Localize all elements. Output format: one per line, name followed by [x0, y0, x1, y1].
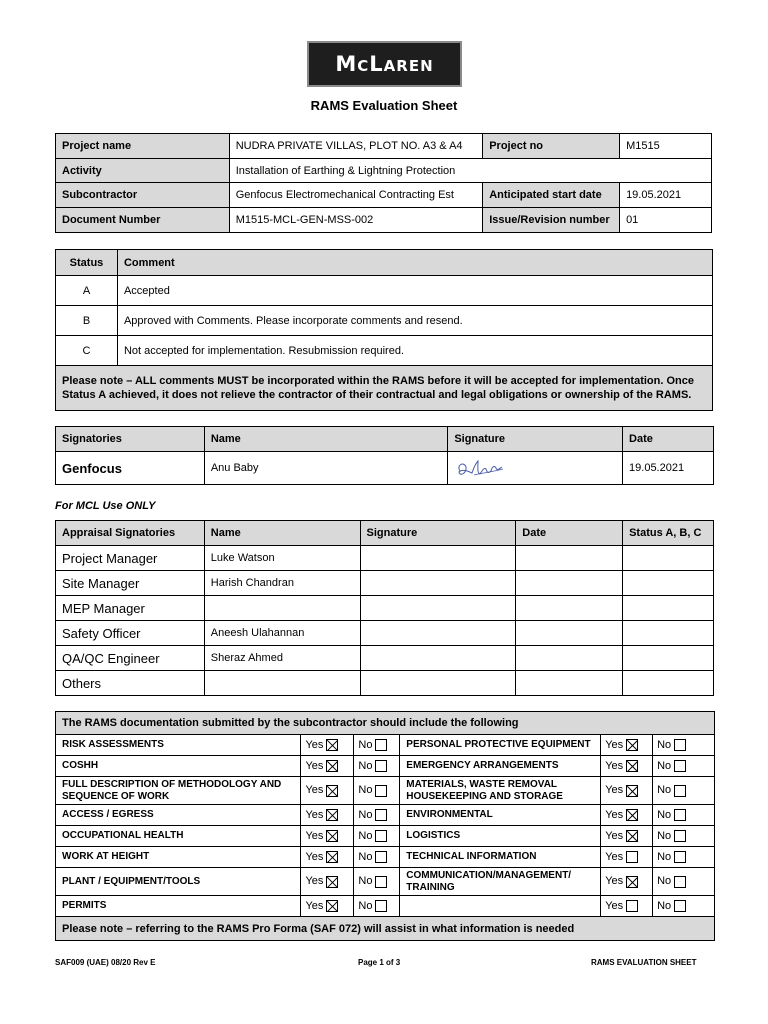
start-date-value: 19.05.2021 — [620, 183, 712, 208]
checked-box-icon[interactable] — [326, 876, 338, 888]
yes-cell — [601, 847, 653, 868]
yes-cell — [301, 868, 354, 896]
empty-checkbox-icon[interactable] — [674, 900, 686, 912]
signatory-date: 19.05.2021 — [623, 452, 714, 485]
no-label: No — [657, 875, 672, 888]
empty-checkbox-icon[interactable] — [375, 851, 387, 863]
project-no-label: Project no — [483, 134, 620, 159]
project-info-table — [55, 133, 712, 233]
yes-label: Yes — [305, 829, 324, 842]
project-name-value: NUDRA PRIVATE VILLAS, PLOT NO. A3 & A4 — [229, 134, 483, 159]
checklist-item-left: FULL DESCRIPTION OF METHODOLOGY AND SEQUENCE OF WORK — [56, 777, 301, 805]
appraisal-name — [204, 671, 360, 696]
yes-cell — [301, 735, 354, 756]
yes-cell — [301, 777, 354, 805]
signatories-header: Signatories — [56, 427, 205, 452]
checklist-item-right: MATERIALS, WASTE REMOVAL HOUSEKEEPING AND STORAGE — [400, 777, 601, 805]
table-row — [56, 671, 714, 696]
appraisal-table — [55, 520, 714, 696]
status-header: Status — [56, 250, 118, 276]
checked-box-icon[interactable] — [626, 739, 638, 751]
yes-label: Yes — [605, 784, 624, 797]
no-cell — [354, 805, 400, 826]
yes-label: Yes — [605, 829, 624, 842]
checklist-item-right: TECHNICAL INFORMATION — [400, 847, 601, 868]
name-header: Name — [204, 427, 448, 452]
appraisal-date-header: Date — [516, 521, 623, 546]
appraisal-name: Harish Chandran — [204, 571, 360, 596]
handwritten-signature-icon — [454, 455, 506, 481]
appraisal-role: Others — [56, 671, 205, 696]
appraisal-signature — [360, 671, 516, 696]
checklist-item-right: COMMUNICATION/MANAGEMENT/ TRAINING — [400, 868, 601, 896]
yes-cell — [601, 868, 653, 896]
appraisal-role: Site Manager — [56, 571, 205, 596]
no-cell — [354, 847, 400, 868]
no-label: No — [657, 899, 672, 912]
checklist-item-left: COSHH — [56, 756, 301, 777]
no-label: No — [657, 829, 672, 842]
appraisal-status — [623, 646, 714, 671]
subcontractor-label: Subcontractor — [56, 183, 230, 208]
yes-label: Yes — [305, 850, 324, 863]
appraisal-role: QA/QC Engineer — [56, 646, 205, 671]
table-row — [56, 826, 715, 847]
document-number-label: Document Number — [56, 208, 230, 233]
footer-page-number: Page 1 of 3 — [358, 958, 401, 967]
table-row — [56, 735, 715, 756]
appraisal-signature — [360, 621, 516, 646]
no-cell — [653, 805, 715, 826]
appraisal-date — [516, 646, 623, 671]
appraisal-status — [623, 671, 714, 696]
yes-label: Yes — [305, 808, 324, 821]
status-b-comment: Approved with Comments. Please incorporate comments and resend. — [117, 306, 712, 336]
checked-box-icon[interactable] — [626, 760, 638, 772]
yes-cell — [301, 805, 354, 826]
no-cell — [354, 826, 400, 847]
no-label: No — [657, 784, 672, 797]
appraisal-name-header: Name — [204, 521, 360, 546]
checked-box-icon[interactable] — [626, 785, 638, 797]
no-label: No — [358, 875, 373, 888]
yes-label: Yes — [305, 875, 324, 888]
empty-checkbox-icon[interactable] — [375, 809, 387, 821]
no-label: No — [358, 759, 373, 772]
appraisal-status — [623, 596, 714, 621]
appraisal-name: Sheraz Ahmed — [204, 646, 360, 671]
no-label: No — [358, 829, 373, 842]
no-cell — [653, 826, 715, 847]
empty-checkbox-icon[interactable] — [674, 830, 686, 842]
table-row — [56, 596, 714, 621]
no-cell — [354, 868, 400, 896]
no-cell — [653, 777, 715, 805]
no-label: No — [358, 850, 373, 863]
revision-value: 01 — [620, 208, 712, 233]
appraisal-name: Luke Watson — [204, 546, 360, 571]
checked-box-icon[interactable] — [326, 809, 338, 821]
checked-box-icon[interactable] — [626, 830, 638, 842]
status-c: C — [56, 336, 118, 366]
checked-box-icon[interactable] — [326, 830, 338, 842]
yes-cell — [601, 805, 653, 826]
checklist-footer-note: Please note – referring to the RAMS Pro Forma (SAF 072) will assist in what information is needed — [56, 917, 715, 941]
revision-label: Issue/Revision number — [483, 208, 620, 233]
yes-label: Yes — [605, 759, 624, 772]
status-c-comment: Not accepted for implementation. Resubmission required. — [117, 336, 712, 366]
yes-cell — [601, 756, 653, 777]
checked-box-icon[interactable] — [626, 809, 638, 821]
footer-sheet-title: RAMS EVALUATION SHEET — [591, 958, 697, 967]
mcl-use-only-note: For MCL Use ONLY — [55, 500, 156, 512]
yes-label: Yes — [605, 850, 624, 863]
appraisal-role: MEP Manager — [56, 596, 205, 621]
yes-label: Yes — [605, 738, 624, 751]
empty-checkbox-icon[interactable] — [375, 785, 387, 797]
activity-value: Installation of Earthing & Lightning Protection — [229, 159, 711, 183]
subcontractor-value: Genfocus Electromechanical Contracting Est — [229, 183, 483, 208]
appraisal-status-header: Status A, B, C — [623, 521, 714, 546]
empty-checkbox-icon[interactable] — [375, 760, 387, 772]
document-number-value: M1515-MCL-GEN-MSS-002 — [229, 208, 483, 233]
status-table — [55, 249, 713, 411]
checked-box-icon[interactable] — [326, 760, 338, 772]
yes-cell — [301, 826, 354, 847]
appraisal-status — [623, 621, 714, 646]
table-row — [56, 805, 715, 826]
checklist-item-left: WORK AT HEIGHT — [56, 847, 301, 868]
comment-header: Comment — [117, 250, 712, 276]
appraisal-signature — [360, 646, 516, 671]
empty-checkbox-icon[interactable] — [375, 830, 387, 842]
no-cell — [354, 777, 400, 805]
checklist-item-left: PLANT / EQUIPMENT/TOOLS — [56, 868, 301, 896]
appraisal-date — [516, 671, 623, 696]
status-a-comment: Accepted — [117, 276, 712, 306]
project-no-value: M1515 — [620, 134, 712, 159]
table-row — [56, 756, 715, 777]
footer-form-code: SAF009 (UAE) 08/20 Rev E — [55, 958, 156, 967]
no-cell — [354, 896, 400, 917]
no-cell — [653, 735, 715, 756]
mclaren-logo: McLaren — [307, 41, 462, 87]
empty-checkbox-icon[interactable] — [674, 760, 686, 772]
table-row — [56, 847, 715, 868]
no-label: No — [657, 808, 672, 821]
checklist-item-right: PERSONAL PROTECTIVE EQUIPMENT — [400, 735, 601, 756]
no-cell — [653, 868, 715, 896]
yes-cell — [601, 896, 653, 917]
status-b: B — [56, 306, 118, 336]
checklist-item-right: EMERGENCY ARRANGEMENTS — [400, 756, 601, 777]
table-row — [56, 571, 714, 596]
no-cell — [653, 756, 715, 777]
appraisal-date — [516, 596, 623, 621]
rams-checklist-table — [55, 711, 715, 941]
checklist-item-left: PERMITS — [56, 896, 301, 917]
empty-checkbox-icon[interactable] — [626, 900, 638, 912]
status-note: Please note – ALL comments MUST be incorporated within the RAMS before it will be accepted for implementation. Once Status A achieved, it does not relieve the contractor of their contractual and legal obligations or ownership of the RAMS. — [56, 366, 713, 411]
project-name-label: Project name — [56, 134, 230, 159]
checklist-item-right: LOGISTICS — [400, 826, 601, 847]
appraisal-role: Safety Officer — [56, 621, 205, 646]
appraisal-status — [623, 546, 714, 571]
no-label: No — [657, 850, 672, 863]
yes-cell — [301, 896, 354, 917]
no-label: No — [358, 738, 373, 751]
appraisal-signature — [360, 571, 516, 596]
empty-checkbox-icon[interactable] — [375, 876, 387, 888]
table-row — [56, 621, 714, 646]
appraisal-date — [516, 571, 623, 596]
yes-label: Yes — [305, 899, 324, 912]
appraisal-signature — [360, 596, 516, 621]
checked-box-icon[interactable] — [326, 900, 338, 912]
checklist-header: The RAMS documentation submitted by the subcontractor should include the following — [56, 712, 715, 735]
date-header: Date — [623, 427, 714, 452]
yes-cell — [601, 777, 653, 805]
yes-cell — [301, 847, 354, 868]
yes-cell — [601, 826, 653, 847]
signatories-table — [55, 426, 714, 485]
yes-cell — [601, 735, 653, 756]
table-row — [56, 896, 715, 917]
yes-label: Yes — [305, 759, 324, 772]
empty-checkbox-icon[interactable] — [674, 739, 686, 751]
yes-label: Yes — [605, 875, 624, 888]
empty-checkbox-icon[interactable] — [674, 809, 686, 821]
no-label: No — [657, 738, 672, 751]
appraisal-date — [516, 621, 623, 646]
appraisal-role: Project Manager — [56, 546, 205, 571]
page-title: RAMS Evaluation Sheet — [310, 98, 458, 113]
no-label: No — [358, 808, 373, 821]
empty-checkbox-icon[interactable] — [626, 851, 638, 863]
appraisal-date — [516, 546, 623, 571]
yes-label: Yes — [305, 738, 324, 751]
yes-cell — [301, 756, 354, 777]
no-label: No — [358, 784, 373, 797]
table-row — [56, 646, 714, 671]
checklist-item-left: ACCESS / EGRESS — [56, 805, 301, 826]
appraisal-status — [623, 571, 714, 596]
empty-checkbox-icon[interactable] — [674, 876, 686, 888]
checked-box-icon[interactable] — [326, 851, 338, 863]
no-label: No — [657, 759, 672, 772]
no-cell — [354, 735, 400, 756]
no-cell — [653, 847, 715, 868]
appraisal-signature-header: Signature — [360, 521, 516, 546]
start-date-label: Anticipated start date — [483, 183, 620, 208]
empty-checkbox-icon[interactable] — [674, 785, 686, 797]
checklist-item-right: ENVIRONMENTAL — [400, 805, 601, 826]
signature-header: Signature — [448, 427, 623, 452]
no-cell — [653, 896, 715, 917]
checked-box-icon[interactable] — [326, 739, 338, 751]
checklist-item-left: OCCUPATIONAL HEALTH — [56, 826, 301, 847]
checked-box-icon[interactable] — [326, 785, 338, 797]
checklist-item-right — [400, 896, 601, 917]
table-row — [56, 546, 714, 571]
appraisal-signature — [360, 546, 516, 571]
no-label: No — [358, 899, 373, 912]
appraisal-name — [204, 596, 360, 621]
signatory-company: Genfocus — [56, 452, 205, 485]
signatory-name: Anu Baby — [204, 452, 448, 485]
yes-label: Yes — [605, 899, 624, 912]
yes-label: Yes — [605, 808, 624, 821]
empty-checkbox-icon[interactable] — [375, 739, 387, 751]
appraisal-signatories-header: Appraisal Signatories — [56, 521, 205, 546]
empty-checkbox-icon[interactable] — [375, 900, 387, 912]
empty-checkbox-icon[interactable] — [674, 851, 686, 863]
yes-label: Yes — [305, 784, 324, 797]
activity-label: Activity — [56, 159, 230, 183]
checklist-item-left: RISK ASSESSMENTS — [56, 735, 301, 756]
appraisal-name: Aneesh Ulahannan — [204, 621, 360, 646]
table-row — [56, 868, 715, 896]
signature-cell — [448, 452, 623, 485]
no-cell — [354, 756, 400, 777]
checked-box-icon[interactable] — [626, 876, 638, 888]
status-a: A — [56, 276, 118, 306]
table-row — [56, 777, 715, 805]
